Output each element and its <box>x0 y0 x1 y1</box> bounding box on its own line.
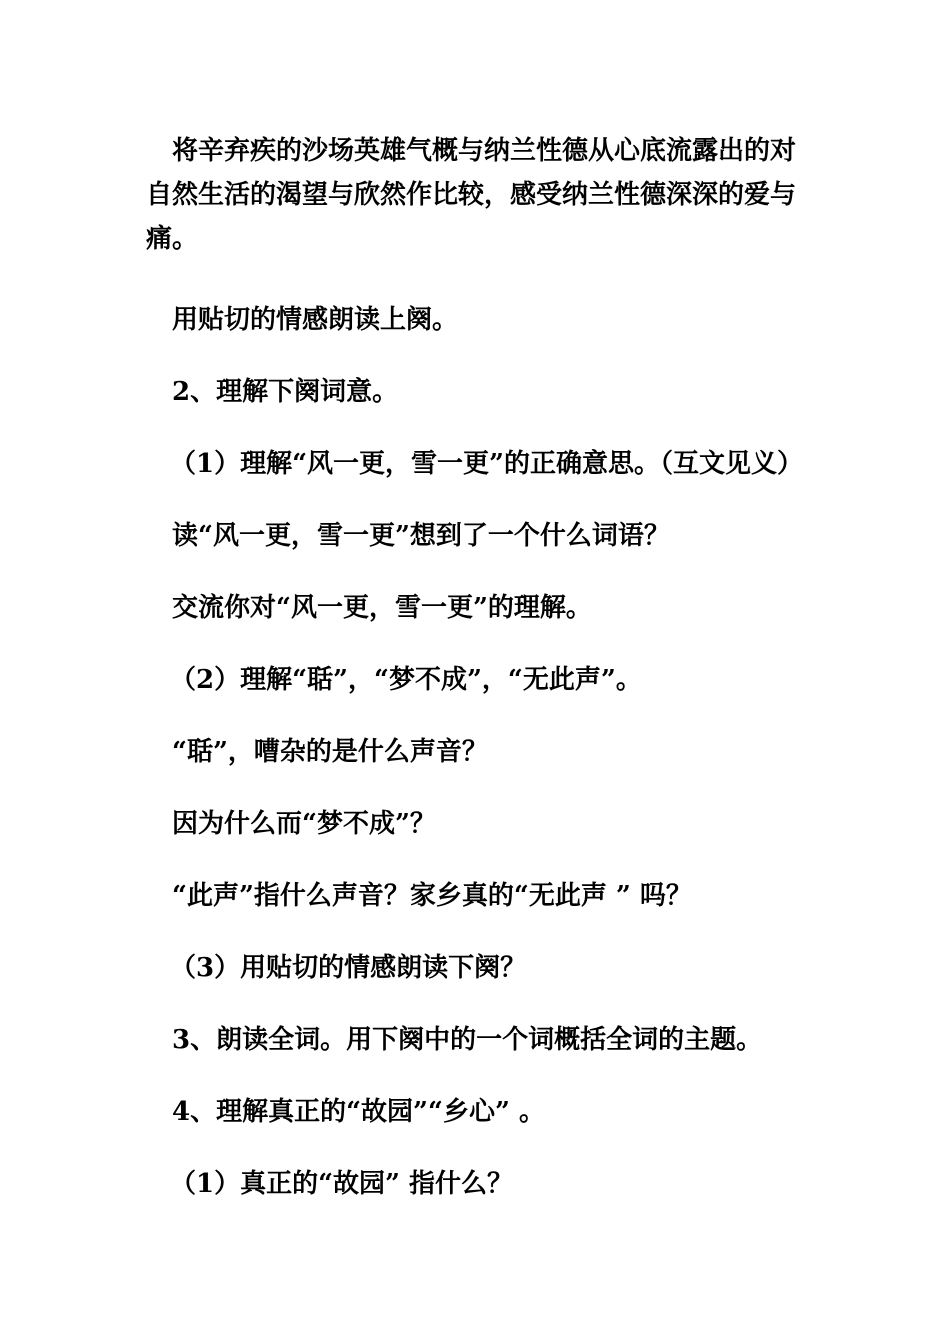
paragraph-sub-3: （3）用贴切的情感朗读下阕？ <box>170 953 527 983</box>
paragraph-comparison: 将辛弃疾的沙场英雄气概与纳兰性德从心底流露出的对自然生活的渴望与欣然作比较，感受纳兰性德深深的爱与痛。 <box>146 136 797 254</box>
paragraph-sub-1: （1）理解“风一更，雪一更”的正确意思。（互文见义） <box>170 449 804 479</box>
heading-step-3: 3、朗读全词。用下阕中的一个词概括全词的主题。 <box>172 1025 763 1055</box>
paragraph-read-upper: 用贴切的情感朗读上阕。 <box>172 305 459 335</box>
heading-step-2: 2、理解下阕词意。 <box>172 377 399 407</box>
paragraph-sub-2: （2）理解“聒”，“梦不成”，“无此声”。 <box>170 665 642 695</box>
paragraph-question-noise: “聒”，嘈杂的是什么声音？ <box>172 737 488 767</box>
paragraph-question-dream: 因为什么而“梦不成”？ <box>172 809 436 839</box>
heading-step-4: 4、理解真正的“故园”“乡心” 。 <box>172 1097 545 1127</box>
paragraph-sub-4-1: （1）真正的“故园” 指什么？ <box>170 1169 514 1199</box>
paragraph-discuss: 交流你对“风一更，雪一更”的理解。 <box>172 593 592 623</box>
paragraph-question-sound: “此声”指什么声音？家乡真的“无此声 ” 吗？ <box>172 881 692 911</box>
paragraph-question-word: 读“风一更，雪一更”想到了一个什么词语？ <box>172 521 670 551</box>
